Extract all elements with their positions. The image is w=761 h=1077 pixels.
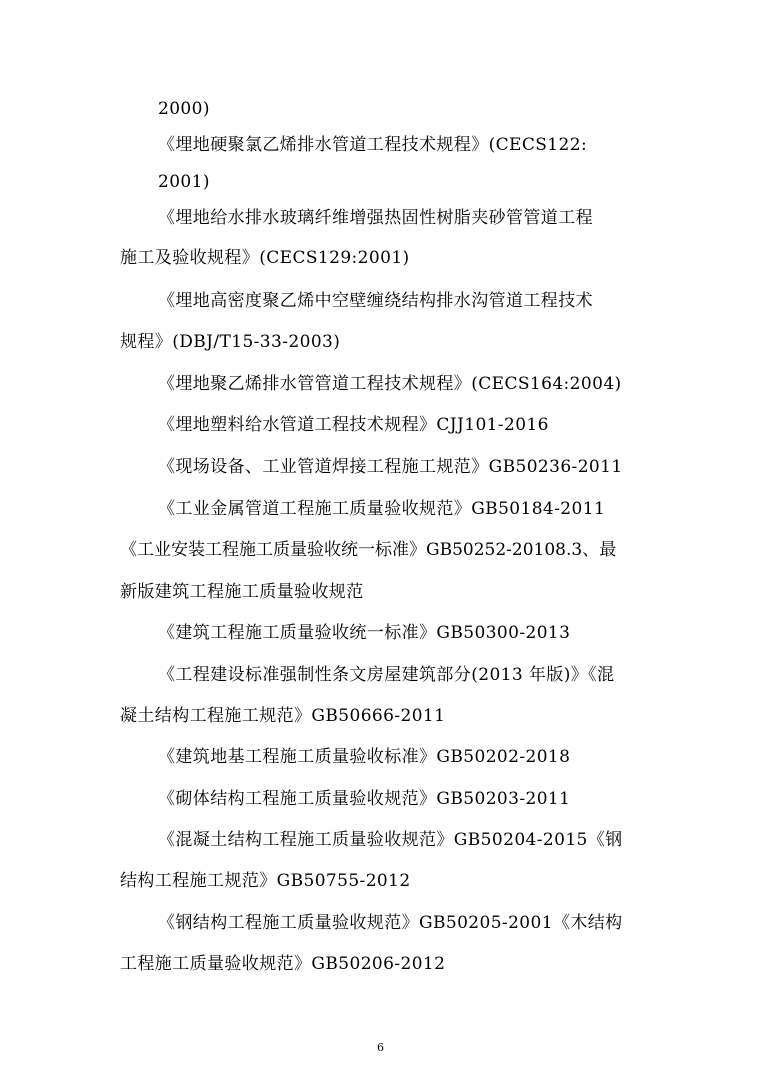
text-line: 结构工程施工规范》GB50755-2012 [120,871,411,891]
text-line: 《建筑地基工程施工质量验收标准》GB50202-2018 [158,747,571,767]
text-line: 《埋地给水排水玻璃纤维增强热固性树脂夹砂管管道工程 [158,208,593,228]
text-line: 《砌体结构工程施工质量验收规范》GB50203-2011 [158,789,571,809]
text-line: 《工程建设标准强制性条文房屋建筑部分(2013 年版)》《混 [158,665,615,685]
text-line: 工程施工质量验收规范》GB50206-2012 [120,954,446,974]
text-line: 《现场设备、工业管道焊接工程施工规范》GB50236-2011 [158,457,623,477]
text-line: 《埋地硬聚氯乙烯排水管道工程技术规程》(CECS122: [158,135,588,155]
text-line: 2001) [158,172,210,192]
text-line: 《建筑工程施工质量验收统一标准》GB50300-2013 [158,623,571,643]
page-number: 6 [377,1041,384,1054]
text-line: 新版建筑工程施工质量验收规范 [120,582,364,602]
text-line: 《埋地高密度聚乙烯中空壁缠绕结构排水沟管道工程技术 [158,291,593,311]
text-line: 2000) [158,99,210,119]
text-line: 《混凝土结构工程施工质量验收规范》GB50204-2015《钢 [158,830,623,850]
text-line: 规程》(DBJ/T15-33-2003) [120,332,341,352]
text-line: 《钢结构工程施工质量验收规范》GB50205-2001《木结构 [158,913,623,933]
text-line: 施工及验收规程》(CECS129:2001) [120,248,410,268]
text-line: 《工业安装工程施工质量验收统一标准》GB50252-20108.3、最 [120,540,617,560]
text-line: 《埋地塑料给水管道工程技术规程》CJJ101-2016 [158,415,549,435]
text-line: 凝土结构工程施工规范》GB50666-2011 [120,706,446,726]
text-line: 《工业金属管道工程施工质量验收规范》GB50184-2011 [158,499,606,519]
text-line: 《埋地聚乙烯排水管管道工程技术规程》(CECS164:2004) [158,374,622,394]
